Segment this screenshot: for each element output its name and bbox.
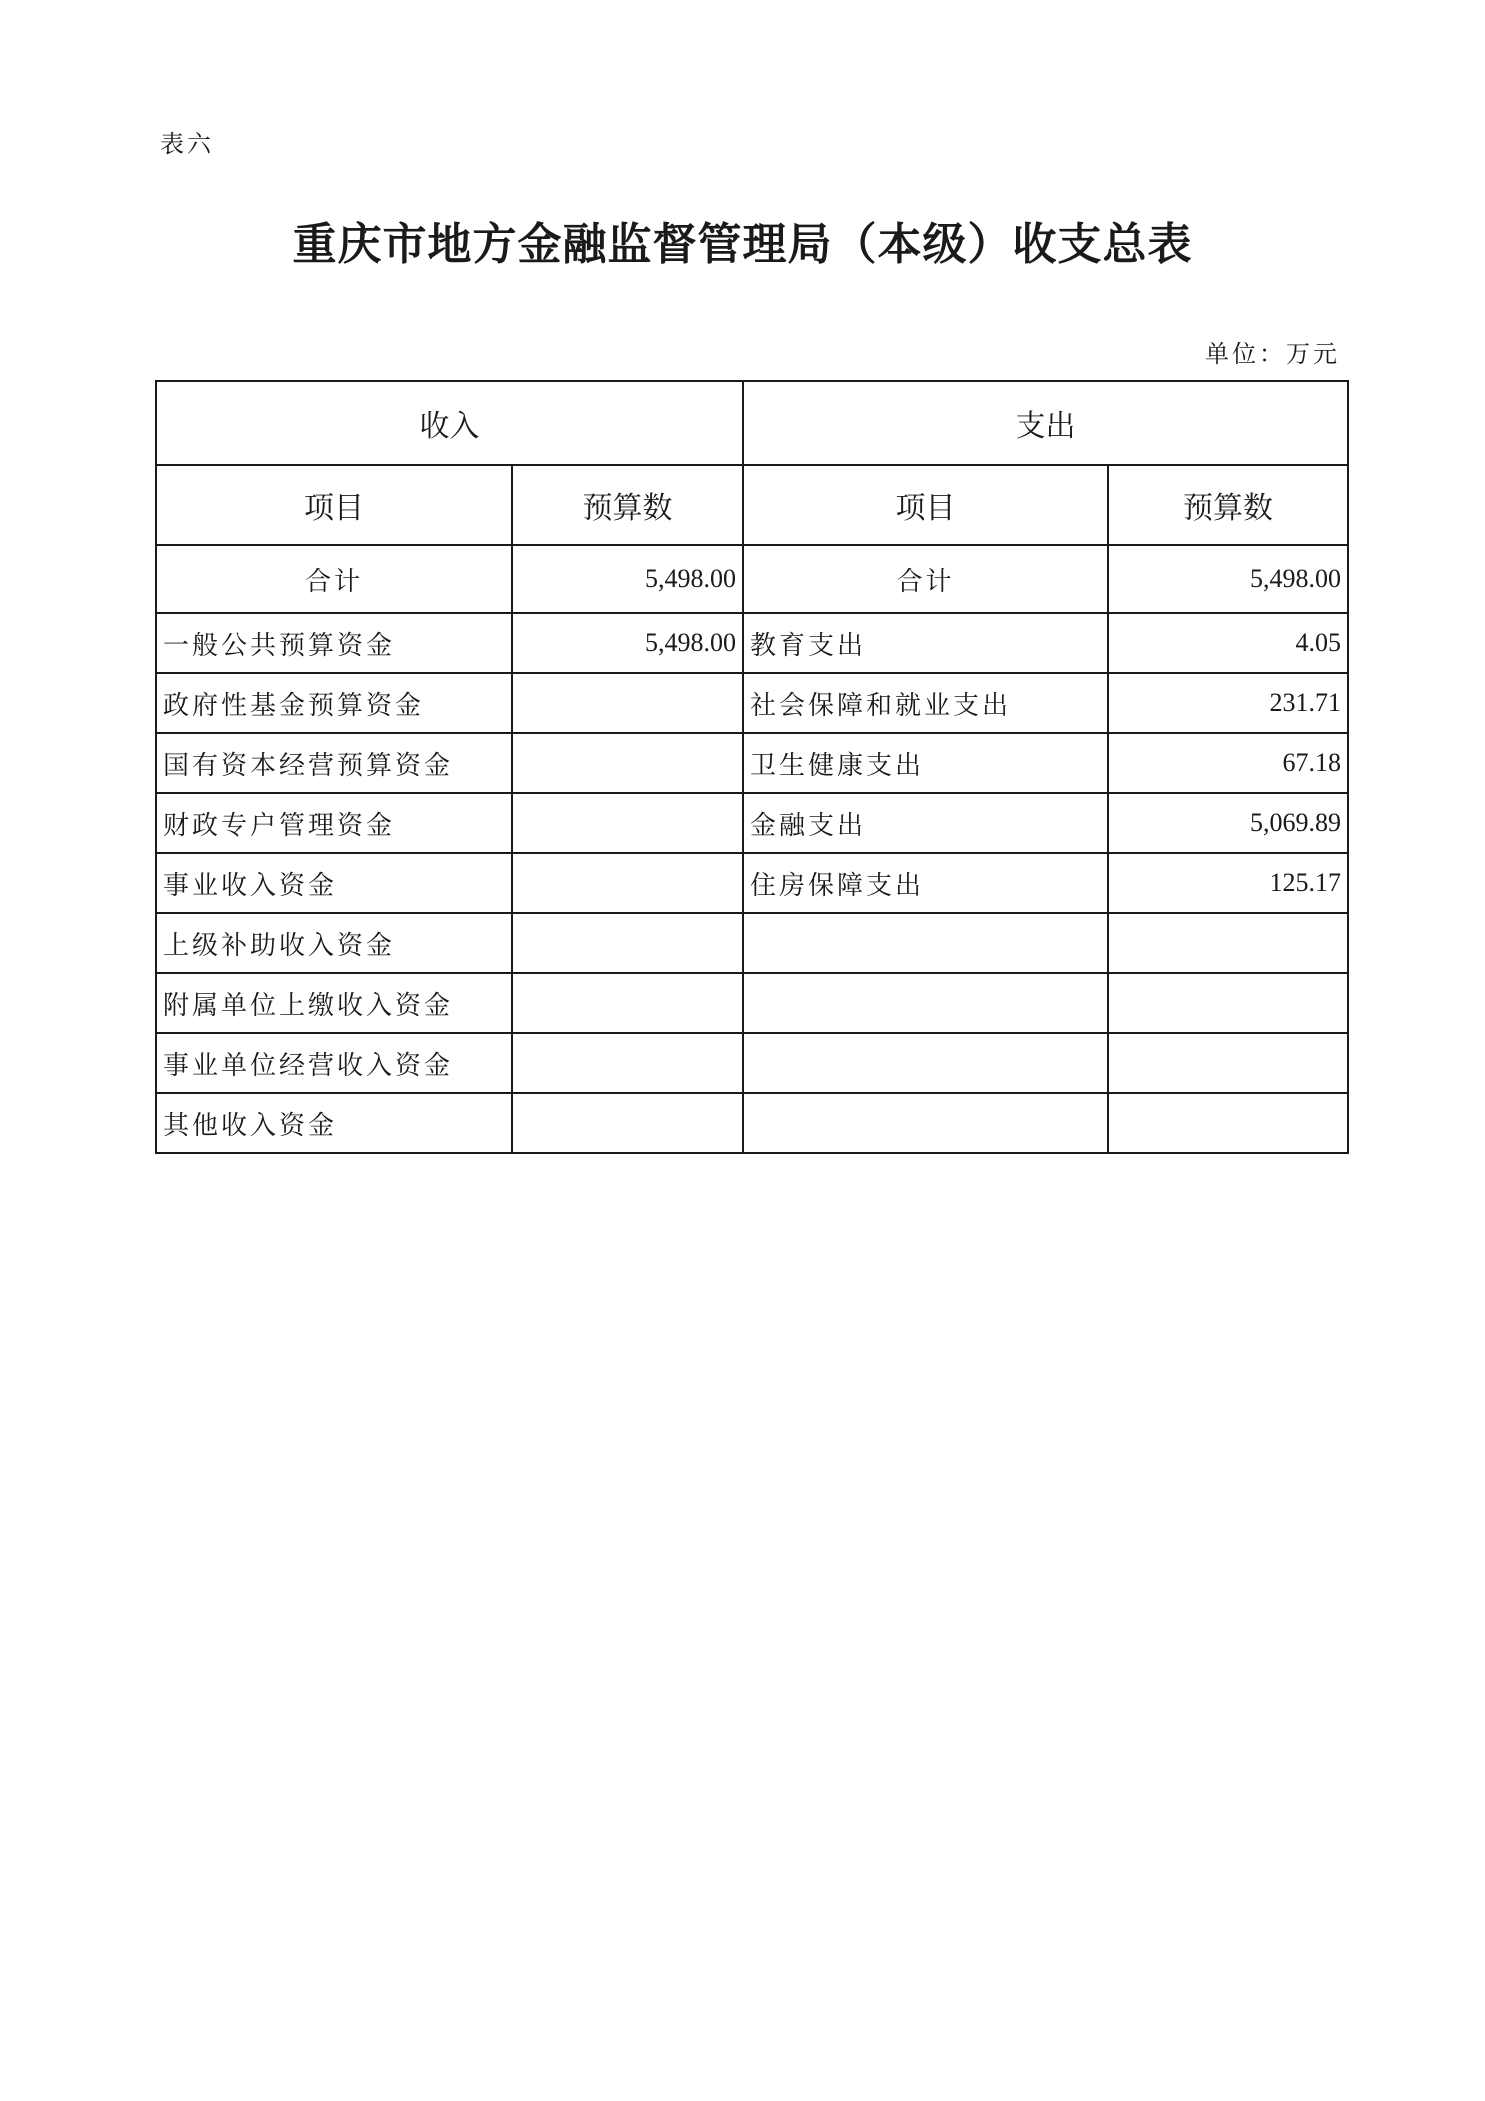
expense-item-value: 5,069.89 xyxy=(1108,793,1348,853)
income-item-name: 其他收入资金 xyxy=(156,1093,512,1153)
expense-item-name: 住房保障支出 xyxy=(743,853,1108,913)
expense-item-name xyxy=(743,1093,1108,1153)
income-item-name: 财政专户管理资金 xyxy=(156,793,512,853)
expense-item-value xyxy=(1108,913,1348,973)
expense-budget-header: 预算数 xyxy=(1108,465,1348,545)
table-row xyxy=(156,853,1348,913)
expense-header: 支出 xyxy=(743,381,1348,465)
expense-item-name xyxy=(743,913,1108,973)
expense-item-value: 231.71 xyxy=(1108,673,1348,733)
expense-item-value xyxy=(1108,973,1348,1033)
income-item-name: 附属单位上缴收入资金 xyxy=(156,973,512,1033)
income-item-value xyxy=(512,733,743,793)
income-item-name: 国有资本经营预算资金 xyxy=(156,733,512,793)
expense-item-name: 卫生健康支出 xyxy=(743,733,1108,793)
expense-item-value xyxy=(1108,1033,1348,1093)
section-header-row xyxy=(156,381,1348,465)
income-item-name: 事业收入资金 xyxy=(156,853,512,913)
income-item-value xyxy=(512,793,743,853)
table-row xyxy=(156,973,1348,1033)
expense-item-value xyxy=(1108,1093,1348,1153)
income-budget-header: 预算数 xyxy=(512,465,743,545)
income-header: 收入 xyxy=(156,381,743,465)
table-label: 表六 xyxy=(160,130,214,158)
expense-item-name: 金融支出 xyxy=(743,793,1108,853)
expense-item-name: 教育支出 xyxy=(743,613,1108,673)
column-header-row xyxy=(156,465,1348,545)
expense-item-name: 社会保障和就业支出 xyxy=(743,673,1108,733)
income-item-value xyxy=(512,853,743,913)
income-total-value: 5,498.00 xyxy=(512,545,743,613)
income-item-value xyxy=(512,913,743,973)
income-total-label: 合计 xyxy=(156,545,512,613)
table-row xyxy=(156,613,1348,673)
expense-item-name xyxy=(743,973,1108,1033)
expense-item-name xyxy=(743,1033,1108,1093)
income-item-name: 政府性基金预算资金 xyxy=(156,673,512,733)
table-row xyxy=(156,1033,1348,1093)
expense-item-value: 4.05 xyxy=(1108,613,1348,673)
table-row xyxy=(156,673,1348,733)
budget-table xyxy=(155,380,1349,1154)
expense-item-value: 67.18 xyxy=(1108,733,1348,793)
table-row xyxy=(156,1093,1348,1153)
income-item-name: 一般公共预算资金 xyxy=(156,613,512,673)
income-item-value: 5,498.00 xyxy=(512,613,743,673)
income-item-header: 项目 xyxy=(156,465,512,545)
income-item-value xyxy=(512,1093,743,1153)
income-item-value xyxy=(512,673,743,733)
income-item-value xyxy=(512,1033,743,1093)
table-row xyxy=(156,733,1348,793)
expense-item-value: 125.17 xyxy=(1108,853,1348,913)
income-item-value xyxy=(512,973,743,1033)
table-row xyxy=(156,793,1348,853)
income-item-name: 上级补助收入资金 xyxy=(156,913,512,973)
page-title: 重庆市地方金融监督管理局（本级）收支总表 xyxy=(292,219,1193,270)
total-row xyxy=(156,545,1348,613)
table-row xyxy=(156,913,1348,973)
unit-label: 单位：万元 xyxy=(1205,340,1340,368)
income-item-name: 事业单位经营收入资金 xyxy=(156,1033,512,1093)
expense-item-header: 项目 xyxy=(743,465,1108,545)
expense-total-label: 合计 xyxy=(743,545,1108,613)
expense-total-value: 5,498.00 xyxy=(1108,545,1348,613)
